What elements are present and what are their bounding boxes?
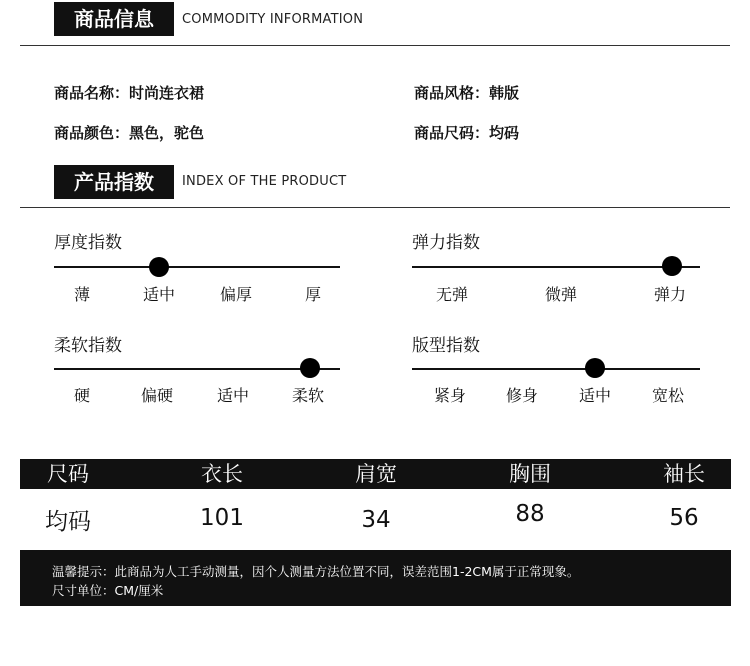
thickness-option: 偏厚 [219, 285, 252, 304]
product-color-row [54, 122, 204, 143]
size-table-header-cell: 袖长 [663, 462, 705, 486]
thickness-gauge-line [54, 266, 340, 268]
fit-option: 修身 [505, 386, 538, 405]
softness-option: 柔软 [291, 386, 324, 405]
notice-line: 尺寸单位：CM/厘米 [52, 583, 164, 598]
size-table-header-cell: 尺码 [47, 462, 89, 486]
size-table-header-cell: 胸围 [509, 462, 551, 486]
elasticity-gauge-line [412, 266, 700, 268]
fit-option: 紧身 [433, 386, 466, 405]
elasticity-option: 微弹 [544, 285, 577, 304]
thickness-index-title: 厚度指数 [54, 233, 122, 253]
product-name-label: 商品名称： [54, 84, 130, 102]
measurement-notice [20, 550, 731, 606]
product-style-value: 韩版 [489, 84, 520, 102]
product-name-value: 时尚连衣裙 [129, 84, 205, 102]
softness-index-title: 柔软指数 [54, 336, 122, 356]
product-style-row [414, 82, 519, 103]
thickness-option: 适中 [142, 285, 175, 304]
fit-option: 宽松 [651, 386, 684, 405]
softness-gauge-knob [300, 358, 320, 378]
size-table-cell: 均码 [45, 509, 91, 535]
elasticity-option: 弹力 [653, 285, 686, 304]
softness-option: 适中 [216, 386, 249, 405]
size-table-cell: 101 [200, 505, 244, 531]
size-table-cell: 34 [361, 507, 391, 533]
size-table-header-cell: 肩宽 [355, 462, 397, 486]
elasticity-gauge-knob [662, 256, 682, 276]
commodity-section-subtitle: COMMODITY INFORMATION [182, 12, 364, 27]
thickness-option: 薄 [73, 285, 90, 304]
size-table-cell: 88 [515, 501, 545, 527]
product-color-label: 商品颜色： [54, 124, 130, 142]
notice-line: 温馨提示：此商品为人工手动测量，因个人测量方法位置不同，误差范围1-2CM属于正常现象。 [52, 564, 580, 579]
softness-option: 偏硬 [140, 386, 173, 405]
product-style-label: 商品风格： [414, 84, 490, 102]
thickness-option: 厚 [304, 285, 321, 304]
index-section-title: 产品指数 [54, 165, 174, 199]
product-size-value: 均码 [489, 124, 520, 142]
divider [20, 207, 730, 208]
product-color-value: 黑色，驼色 [129, 124, 205, 142]
softness-gauge-line [54, 368, 340, 370]
fit-gauge-line [412, 368, 700, 370]
commodity-section-title: 商品信息 [54, 2, 174, 36]
product-name-row [54, 82, 204, 103]
softness-option: 硬 [73, 386, 90, 405]
elasticity-option: 无弹 [435, 285, 468, 304]
fit-index-title: 版型指数 [412, 336, 480, 356]
thickness-gauge-knob [149, 257, 169, 277]
product-size-label: 商品尺码： [414, 124, 490, 142]
fit-gauge-knob [585, 358, 605, 378]
divider [20, 45, 730, 46]
index-section-subtitle: INDEX OF THE PRODUCT [182, 174, 347, 189]
size-table-header-cell: 衣长 [201, 462, 243, 486]
fit-option: 适中 [578, 386, 611, 405]
product-size-row [414, 122, 519, 143]
elasticity-index-title: 弹力指数 [412, 233, 480, 253]
size-table-cell: 56 [669, 505, 699, 531]
